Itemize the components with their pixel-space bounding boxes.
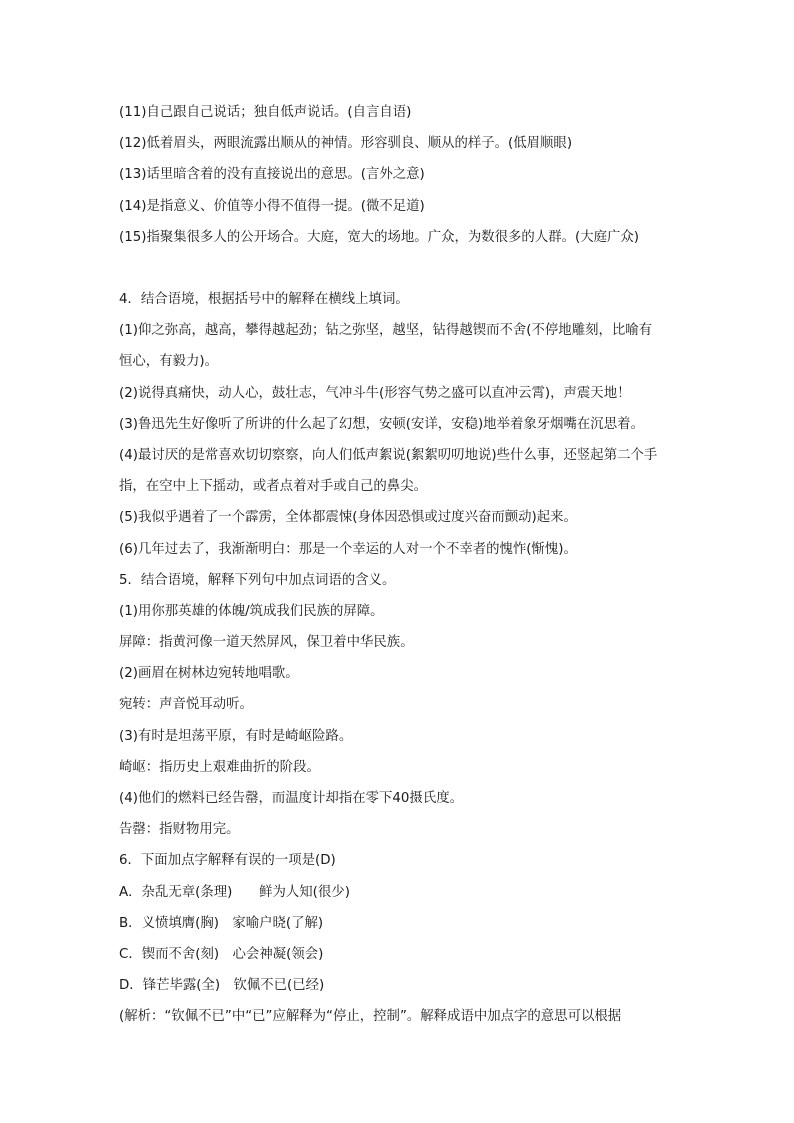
question-4-heading: 4．结合语境，根据括号中的解释在横线上填词。 [119, 292, 409, 307]
answer-line-14: (14)是指意义、价值等小得不值得一提。(微不足道) [119, 198, 425, 214]
question-4 [119, 284, 679, 1033]
section-3-answers [119, 97, 679, 253]
question-5-line-3: (2)画眉在树林边宛转地唱歌。 [119, 666, 299, 682]
question-4-line-3: (2)说得真痛快，动人心，鼓壮志，气冲斗牛(形容气势之盛可以直冲云霄)，声震天地！ [119, 385, 631, 401]
question-5-heading: 5．结合语境，解释下列句中加点词语的含义。 [119, 572, 396, 588]
question-5-line-8: 告罄：指财物用完。 [119, 822, 240, 838]
question-5-line-6: 崎岖：指历史上艰难曲折的阶段。 [119, 759, 320, 775]
question-5-line-2: 屏障：指黄河像一道天然屏风，保卫着中华民族。 [119, 635, 414, 651]
answer-line-11: (11)自己跟自己说话；独自低声说话。(自言自语) [119, 105, 412, 120]
question-4-line-8: (6)几年过去了，我渐渐明白：那是一个幸运的人对一个不幸者的愧怍(惭愧)。 [119, 541, 577, 557]
question-6-option-b: B．义愤填膺(胸) 家喻户晓(了解) [119, 915, 324, 931]
question-5-line-7: (4)他们的燃料已经告罄，而温度计却指在零下40摄氏度。 [119, 791, 463, 806]
question-4-line-5: (4)最讨厌的是常喜欢切切察察，向人们低声絮说(絮絮叨叨地说)些什么事，还竖起第二个手 [119, 447, 658, 463]
question-5-line-4: 宛转：声音悦耳动听。 [119, 697, 253, 713]
question-5-line-1: (1)用你那英雄的体魄/筑成我们民族的屏障。 [119, 603, 384, 619]
question-6-option-d: D．锋芒毕露(全) 钦佩不已(已经) [119, 978, 325, 994]
question-4-line-2: 恒心，有毅力)。 [119, 354, 218, 370]
answer-line-15: (15)指聚集很多人的公开场合。大庭，宽大的场地。广众，为数很多的人群。(大庭广众) [119, 229, 639, 245]
question-4-line-6: 指，在空中上下摇动，或者点着对手或自己的鼻尖。 [119, 479, 427, 495]
answer-line-13: (13)话里暗含着的没有直接说出的意思。(言外之意) [119, 167, 425, 183]
question-4-line-4: (3)鲁迅先生好像听了所讲的什么起了幻想，安顿(安详，安稳)地举着象牙烟嘴在沉思着。 [119, 416, 644, 432]
question-4-line-7: (5)我似乎遇着了一个霹雳，全体都震悚(身体因恐惧或过度兴奋而颤动)起来。 [119, 510, 577, 526]
answer-line-12: (12)低着眉头，两眼流露出顺从的神情。形容驯良、顺从的样子。(低眉顺眼) [119, 136, 573, 152]
question-6-analysis: (解析：“钦佩不已”中“已”应解释为“停止，控制”。解释成语中加点字的意思可以根据 [119, 1009, 622, 1025]
question-4-line-1: (1)仰之弥高，越高，攀得越起劲；钻之弥坚，越坚，钻得越锲而不舍(不停地雕刻，比喻有 [119, 323, 653, 339]
question-6-option-c: C．锲而不舍(刻) 心会神凝(领会) [119, 946, 324, 962]
question-5-line-5: (3)有时是坦荡平原，有时是崎岖险路。 [119, 728, 353, 744]
question-6-option-a: A．杂乱无章(条理) 鲜为人知(很少) [119, 884, 350, 900]
question-6-heading: 6．下面加点字解释有误的一项是(D) [119, 853, 336, 869]
